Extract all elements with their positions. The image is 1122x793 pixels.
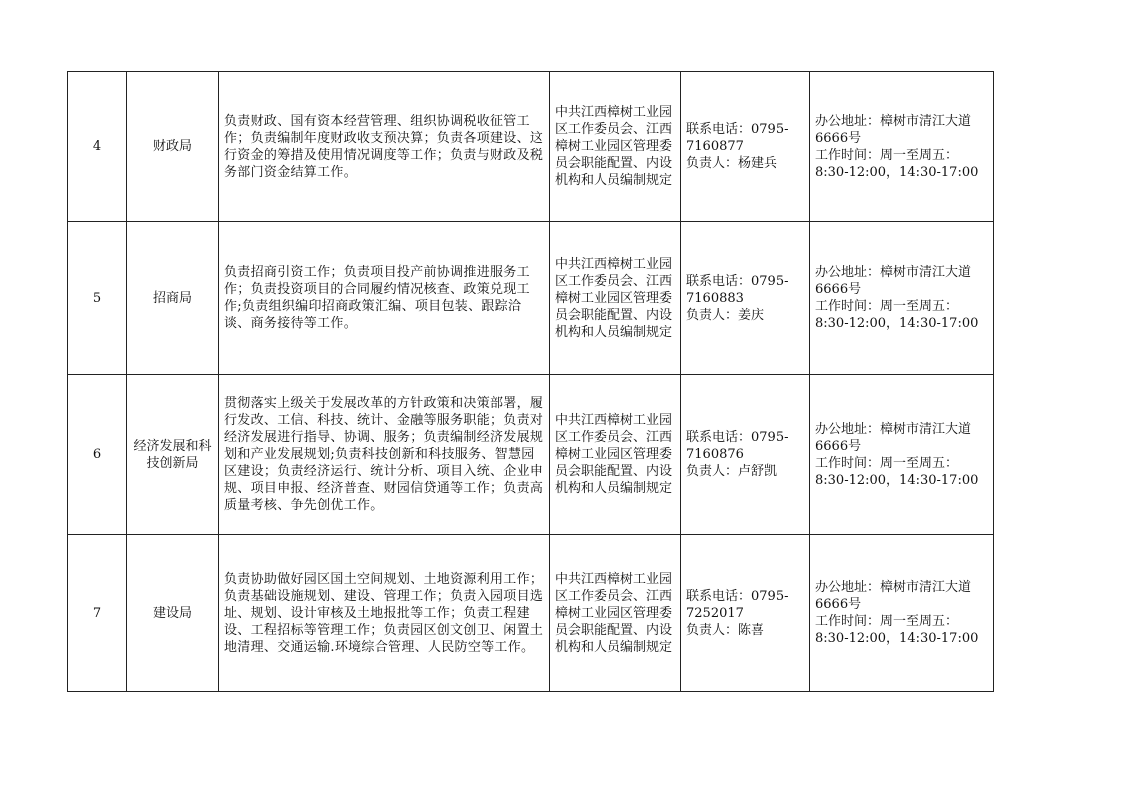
- department-name: 建设局: [127, 535, 219, 692]
- work-time-hours: 8:30-12:00，14:30-17:00: [815, 472, 979, 488]
- contact-phone-number: 7160883: [686, 290, 744, 306]
- department-duties: 负责招商引资工作；负责项目投产前协调推进服务工作；负责投资项目的合同履约情况核查、政策兑现工作;负责组织编印招商政策汇编、项目包装、跟踪洽谈、商务接待等工作。: [219, 222, 550, 375]
- row-number: 4: [68, 72, 127, 222]
- work-time-hours: 8:30-12:00，14:30-17:00: [815, 164, 979, 180]
- row-number: 6: [68, 375, 127, 535]
- work-time-hours: 8:30-12:00，14:30-17:00: [815, 631, 979, 646]
- contact-phone-label: 联系电话：0795-: [686, 122, 789, 137]
- contact-phone-label: 联系电话：0795-: [686, 430, 789, 445]
- row-number: 7: [68, 535, 127, 692]
- contact-person: 负责人：姜庆: [686, 307, 765, 323]
- contact-person: 负责人：陈喜: [686, 622, 765, 638]
- office-cell: [810, 72, 994, 222]
- office-cell: [810, 222, 994, 375]
- department-name: 经济发展和科技创新局: [127, 375, 219, 535]
- contact-phone-number: 7252017: [686, 605, 744, 621]
- legal-basis: 中共江西樟树工业园区工作委员会、江西樟树工业园区管理委员会职能配置、内设机构和人员编制规定: [550, 535, 681, 692]
- work-time-label: 工作时间：周一至周五：: [815, 614, 959, 629]
- office-cell: [810, 375, 994, 535]
- office-address: 办公地址：樟树市清江大道6666号: [815, 265, 972, 297]
- contact-person: 负责人：杨建兵: [686, 156, 778, 171]
- contact-cell: [681, 72, 810, 222]
- work-time-hours: 8:30-12:00，14:30-17:00: [815, 316, 979, 331]
- work-time-label: 工作时间：周一至周五：: [815, 455, 959, 471]
- table-row: [68, 535, 994, 692]
- legal-basis: 中共江西樟树工业园区工作委员会、江西樟树工业园区管理委员会职能配置、内设机构和人员编制规定: [550, 375, 681, 535]
- department-duties: 贯彻落实上级关于发展改革的方针政策和决策部署，履行发改、工信、科技、统计、金融等服务职能；负责对经济发展进行指导、协调、服务；负责编制经济发展规划和产业发展规划;负责科技创新和科技服务、智慧园区建设；负责经济运行、统计分析、项目入统、企业申规、项目申报、经济普查、财园信贷通等工作；负责高质量考核、争先创优工作。: [219, 375, 550, 535]
- work-time-label: 工作时间：周一至周五：: [815, 147, 959, 163]
- table-row: [68, 222, 994, 375]
- office-address: 办公地址：樟树市清江大道6666号: [815, 580, 972, 612]
- department-table: [67, 71, 994, 692]
- legal-basis: 中共江西樟树工业园区工作委员会、江西樟树工业园区管理委员会职能配置、内设机构和人员编制规定: [550, 72, 681, 222]
- contact-cell: [681, 222, 810, 375]
- contact-cell: [681, 375, 810, 535]
- office-cell: [810, 535, 994, 692]
- department-duties: 负责财政、国有资本经营管理、组织协调税收征管工作；负责编制年度财政收支预决算；负责各项建设、这行资金的筹措及使用情况调度等工作；负责与财政及税务部门资金结算工作。: [219, 72, 550, 222]
- contact-phone-number: 7160876: [686, 447, 744, 462]
- table-row: [68, 375, 994, 535]
- legal-basis: 中共江西樟树工业园区工作委员会、江西樟树工业园区管理委员会职能配置、内设机构和人员编制规定: [550, 222, 681, 375]
- work-time-label: 工作时间：周一至周五：: [815, 299, 959, 314]
- contact-cell: [681, 535, 810, 692]
- contact-phone-number: 7160877: [686, 139, 744, 154]
- department-name: 财政局: [127, 72, 219, 222]
- row-number: 5: [68, 222, 127, 375]
- contact-phone-label: 联系电话：0795-: [686, 273, 789, 289]
- contact-phone-label: 联系电话：0795-: [686, 588, 789, 604]
- contact-person: 负责人：卢舒凯: [686, 464, 778, 479]
- table-row: [68, 72, 994, 222]
- office-address: 办公地址：樟树市清江大道6666号: [815, 421, 972, 454]
- office-address: 办公地址：樟树市清江大道6666号: [815, 113, 972, 146]
- department-name: 招商局: [127, 222, 219, 375]
- department-duties: 负责协助做好园区国土空间规划、土地资源利用工作；负责基础设施规划、建设、管理工作；负责入园项目选址、规划、设计审核及土地报批等工作；负责工程建设、工程招标等管理工作；负责园区创文创卫、闲置土地清理、交通运输.环境综合管理、人民防空等工作。: [219, 535, 550, 692]
